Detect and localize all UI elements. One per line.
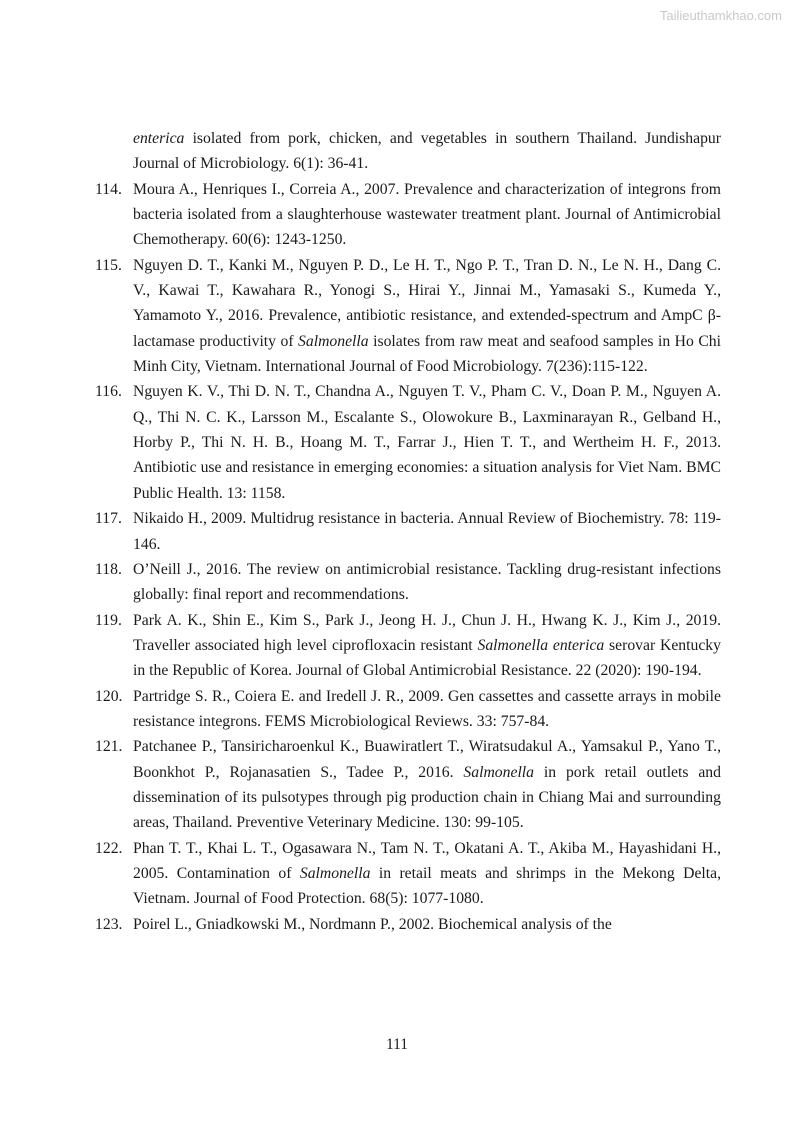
reference-text-italic: Salmonella — [298, 332, 369, 350]
references-section — [95, 126, 721, 937]
reference-number: 119. — [95, 611, 122, 629]
reference-item — [95, 608, 721, 684]
reference-number: 117. — [95, 510, 122, 528]
reference-text: isolates from raw meat and seafood samples in Ho Chi Minh City, Vietnam. International Journal of Food Microbiology. 7(236):115-122. — [133, 332, 721, 376]
reference-text: serovar Kentucky in the Republic of Korea. Journal of Global Antimicrobial Resistance. 22 (2020): 190-194. — [133, 636, 721, 680]
reference-number: 114. — [95, 180, 122, 198]
reference-number: 120. — [95, 687, 123, 705]
reference-item — [95, 506, 721, 557]
continuation-paragraph — [95, 126, 721, 177]
reference-text: Nguyen K. V., Thi D. N. T., Chandna A., Nguyen T. V., Pham C. V., Doan P. M., Nguyen A. Q., Thi N. C. K., Larsson M., Escalante S., Olowokure B., Laxminarayan R., Gelband H., Horby P., Thi N. H. B., Hoang M. T., Farrar J., Hien T. T., and Wertheim H. F., 2013. Antibiotic use and resistance in emerging economies: a situation analysis for Viet Nam. BMC Public Health. 13: 1158. — [133, 383, 721, 502]
reference-number: 122. — [95, 839, 123, 857]
reference-text-italic: Salmonella enterica — [477, 636, 605, 654]
reference-item — [95, 379, 721, 506]
reference-text: O’Neill J., 2016. The review on antimicrobial resistance. Tackling drug-resistant infections globally: final report and recommendations. — [133, 560, 721, 604]
reference-number: 116. — [95, 383, 122, 401]
reference-number: 118. — [95, 560, 122, 578]
reference-text: Partridge S. R., Coiera E. and Iredell J. R., 2009. Gen cassettes and cassette arrays in mobile resistance integrons. FEMS Microbiological Reviews. 33: 757-84. — [133, 687, 721, 730]
page-number: 111 — [385, 1036, 409, 1053]
reference-text: isolated from pork, chicken, and vegetables in southern Thailand. Jundishapur Journal of Microbiology. 6(1): 36-41. — [133, 130, 721, 173]
watermark: Tailieuthamkhao.com — [659, 8, 782, 23]
reference-text: in retail meats and shrimps in the Mekong Delta, Vietnam. Journal of Food Protection. 68(5): 1077-1080. — [133, 864, 722, 908]
reference-text: Patchanee P., Tansiricharoenkul K., Buawiratlert T., Wiratsudakul A., Yamsakul P., Yano T., Boonkhot P., Rojanasatien S., Tadee P., 2016. — [133, 738, 721, 781]
reference-text: Nguyen D. T., Kanki M., Nguyen P. D., Le H. T., Ngo P. T., Tran D. N., Le N. H., Dang C. V., Kawai T., Kawahara R., Yonogi S., Hirai Y., Jinnai M., Yamasaki S., Kumeda Y., Yamamoto Y., 2016. Prevalence, antibiotic resistance, and extended-spectrum and AmpC β-lactamase productivity of — [133, 256, 721, 350]
reference-item — [95, 734, 721, 835]
reference-text-italic: enterica — [133, 130, 185, 147]
reference-number: 121. — [95, 738, 123, 756]
reference-number: 115. — [95, 256, 122, 274]
reference-text: Moura A., Henriques I., Correia A., 2007. Prevalence and characterization of integrons from bacteria isolated from a slaughterhouse wastewater treatment plant. Journal of Antimicrobial Chemotherapy. 60(6): 1243-1250. — [133, 180, 721, 249]
reference-text-italic: Salmonella — [299, 864, 371, 882]
reference-text: Park A. K., Shin E., Kim S., Park J., Jeong H. J., Chun J. H., Hwang K. J., Kim J., 2019. Traveller associated high level ciprofloxacin resistant — [133, 611, 721, 654]
reference-item — [95, 684, 721, 735]
references-list — [95, 177, 721, 937]
reference-item — [95, 912, 721, 937]
reference-item — [95, 253, 721, 380]
reference-text-italic: Salmonella — [463, 763, 535, 781]
reference-item — [95, 836, 721, 912]
reference-text: Nikaido H., 2009. Multidrug resistance in bacteria. Annual Review of Biochemistry. 78: 119-146. — [133, 510, 721, 553]
reference-item — [95, 557, 721, 608]
reference-number: 123. — [95, 915, 123, 933]
reference-item — [95, 177, 721, 253]
reference-text: in pork retail outlets and dissemination of its pulsotypes through pig production chain in Chiang Mai and surrounding areas, Thailand. Preventive Veterinary Medicine. 130: 99-105. — [133, 763, 721, 832]
reference-text: Phan T. T., Khai L. T., Ogasawara N., Tam N. T., Okatani A. T., Akiba M., Hayashidani H., 2005. Contamination of — [133, 839, 721, 882]
reference-text: Poirel L., Gniadkowski M., Nordmann P., 2002. Biochemical analysis of the — [133, 915, 612, 933]
